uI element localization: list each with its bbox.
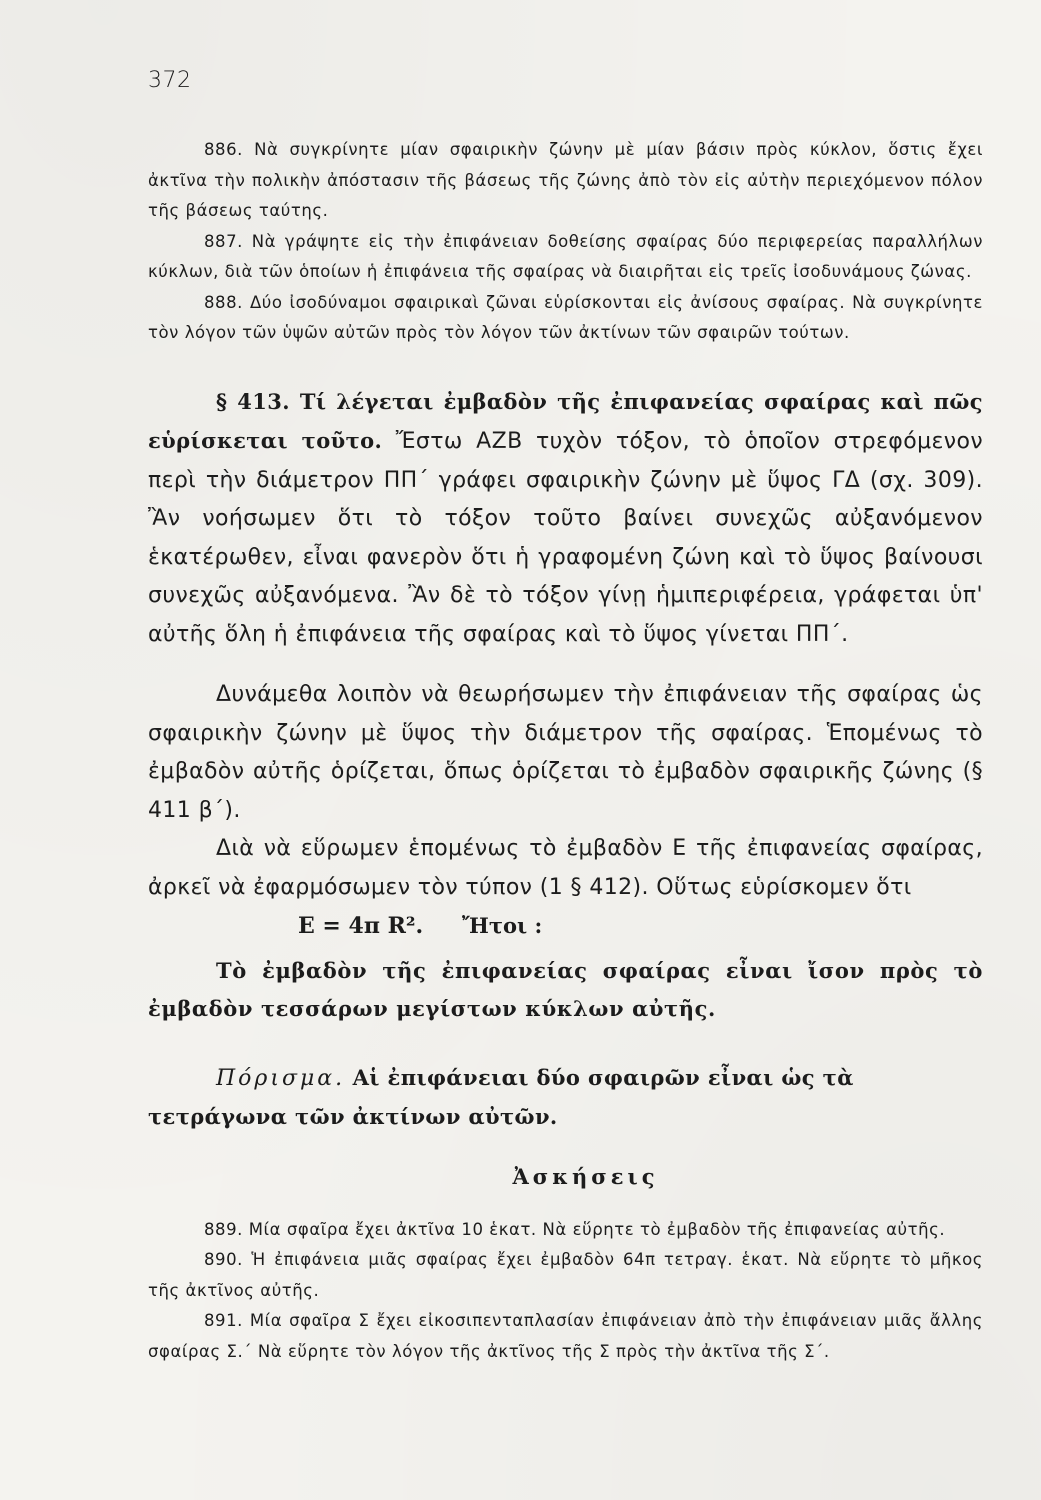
section-heading: § 413. Τί λέγεται ἐμβαδὸν τῆς ἐπιφανείας σφαίρας καὶ πῶς εὑρίσκεται τοῦτο. [148, 388, 983, 453]
exercise-text: Μία σφαῖρα Σ ἔχει εἰκοσιπενταπλασίαν ἐπιφάνειαν ἀπὸ τὴν ἐπιφάνειαν μιᾶς ἄλλης σφαίρας Σ.΄ Νὰ εὕρητε τὸν λόγον τῆς ἀκτῖνος τῆς Σ πρὸς τὴν ἀκτῖνα τῆς Σ΄. [148, 1311, 983, 1361]
exercises-bottom [148, 1215, 983, 1368]
exercise-text: Ἡ ἐπιφάνεια μιᾶς σφαίρας ἔχει ἐμβαδὸν 64π τετραγ. ἑκατ. Νὰ εὕρητε τὸ μῆκος τῆς ἀκτῖνος αὐτῆς. [148, 1250, 984, 1300]
exercise-887 [148, 227, 983, 288]
exercise-886 [148, 135, 983, 227]
section-body: Ἔστω ΑΖΒ τυχὸν τόξον, τὸ ὁποῖον στρεφόμενον περὶ τὴν διάμετρον ΠΠ΄ γράφει σφαιρικὴν ζώνην μὲ ὕψος ΓΔ (σχ. 309). Ἂν νοήσωμεν ὅτι τὸ τόξον τοῦτο βαίνει συνεχῶς αὐξανόμενον ἑκατέρωθεν, εἶναι φανερὸν ὅτι ἡ γραφομένη ζώνη καὶ τὸ ὕψος βαίνουσι συνεχῶς αὐξανόμενα. Ἂν δὲ τὸ τόξον γίνῃ ἡμιπεριφέρεια, γράφεται ὑπ' αὐτῆς ὅλη ἡ ἐπιφάνεια τῆς σφαίρας καὶ τὸ ὕψος γίνεται ΠΠ΄. [148, 429, 984, 647]
formula-line [148, 907, 983, 946]
surface-area-formula: Ε = 4π R². [298, 913, 424, 939]
paragraph-formula-intro-text: Διὰ νὰ εὕρωμεν ἑπομένως τὸ ἐμβαδὸν Ε τῆς ἐπιφανείας σφαίρας, ἀρκεῖ νὰ ἐφαρμόσωμεν τὸν τύπον (1 § 412). Οὕτως εὑρίσκομεν ὅτι [148, 836, 983, 900]
porisma-label: Πόρισμα. [216, 1065, 346, 1091]
exercise-number: 888. [204, 292, 243, 312]
porisma-text: Αἱ ἐπιφάνειαι δύο σφαιρῶν εἶναι ὡς τὰ τετράγωνα τῶν ἀκτίνων αὐτῶν. [148, 1064, 854, 1129]
exercise-number: 890. [204, 1250, 243, 1269]
exercise-text: Νὰ συγκρίνητε μίαν σφαιρικὴν ζώνην μὲ μίαν βάσιν πρὸς κύκλον, ὅστις ἔχει ἀκτῖνα τὴν πολικὴν ἀπόστασιν τῆς βάσεως τῆς ζώνης ἀπὸ τὸν εἰς αὐτὴν περιεχόμενον πόλον τῆς βάσεως ταύτης. [148, 140, 984, 220]
formula-tail: Ἤτοι : [462, 913, 543, 938]
page-number: 372 [148, 68, 192, 93]
exercise-text: Δύο ἰσοδύναμοι σφαιρικαὶ ζῶναι εὑρίσκονται εἰς ἀνίσους σφαίρας. Νὰ συγκρίνητε τὸν λόγον τῶν ὑψῶν αὐτῶν πρὸς τὸν λόγον τῶν ἀκτίνων τῶν σφαιρῶν τούτων. [148, 292, 984, 342]
exercise-text: Νὰ γράψητε εἰς τὴν ἐπιφάνειαν δοθείσης σφαίρας δύο περιφερείας παραλλήλων κύκλων, διὰ τῶν ὁποίων ἡ ἐπιφάνεια τῆς σφαίρας νὰ διαιρῆται εἰς τρεῖς ἰσοδυνάμους ζώνας. [148, 231, 984, 281]
paragraph-formula-intro [148, 830, 983, 907]
exercise-number: 887. [204, 231, 243, 251]
exercise-number: 886. [204, 140, 243, 159]
paragraph-surface-as-zone: Δυνάμεθα λοιπὸν νὰ θεωρήσωμεν τὴν ἐπιφάνειαν τῆς σφαίρας ὡς σφαιρικὴν ζώνην μὲ ὕψος τὴν διάμετρον τῆς σφαίρας. Ἑπομένως τὸ ἐμβαδὸν αὐτῆς ὁρίζεται, ὅπως ὁρίζεται τὸ ἐμβαδὸν σφαιρικῆς ζώνης (§ 411 β΄). [148, 682, 983, 823]
exercise-890 [148, 1245, 983, 1306]
exercises-top [148, 135, 983, 349]
exercise-number: 889. [204, 1219, 243, 1239]
theorem: Τὸ ἐμβαδὸν τῆς ἐπιφανείας σφαίρας εἶναι ἴσον πρὸς τὸ ἐμβαδὸν τεσσάρων μεγίστων κύκλων αὐτῆς. [148, 957, 983, 1021]
exercise-888 [148, 288, 983, 349]
exercise-number: 891. [204, 1311, 243, 1330]
exercise-889 [148, 1215, 983, 1246]
porisma [148, 1059, 983, 1138]
exercises-heading: Ἀσκήσεις [512, 1163, 659, 1189]
exercise-891 [148, 1306, 983, 1367]
section-413 [148, 383, 983, 655]
exercise-text: Μία σφαῖρα ἔχει ἀκτῖνα 10 ἑκατ. Νὰ εὕρητε τὸ ἐμβαδὸν τῆς ἐπιφανείας αὐτῆς. [248, 1219, 946, 1239]
